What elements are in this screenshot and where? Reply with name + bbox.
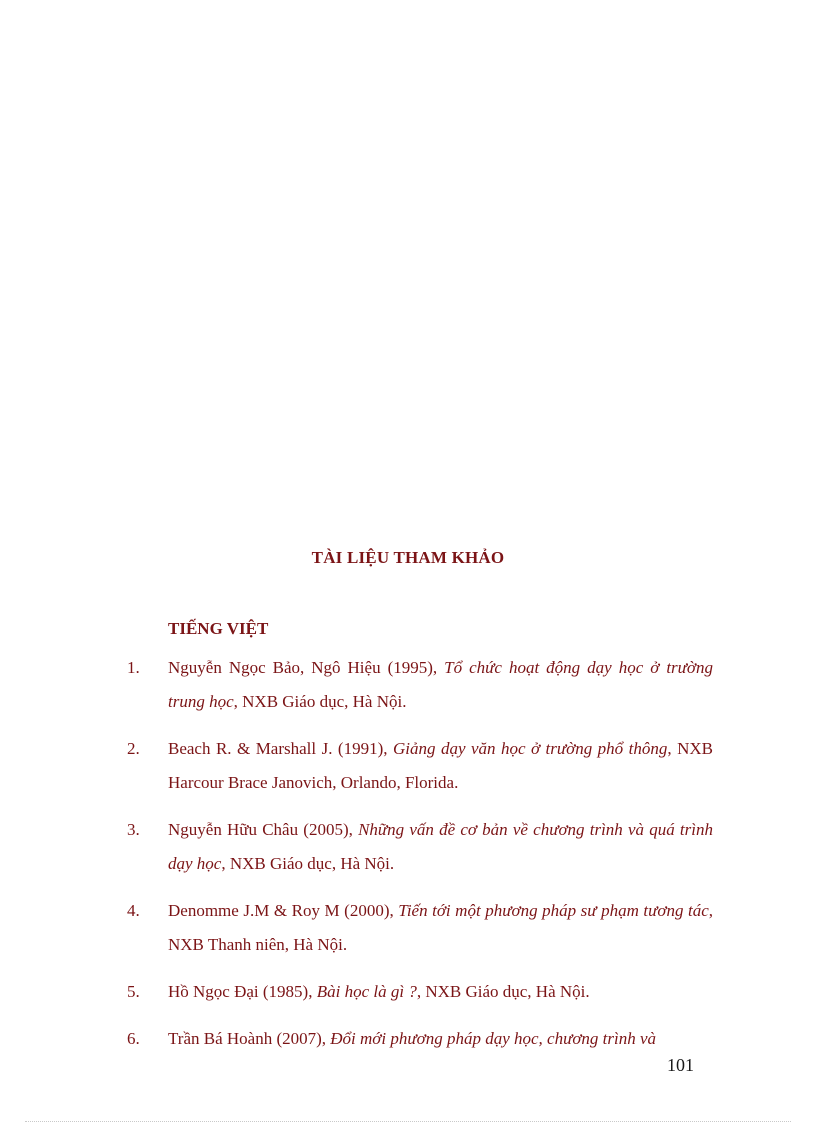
reference-text [168,975,713,1009]
reference-number: 6. [127,1029,140,1048]
reference-number: 2. [127,739,140,758]
reference-text [168,1022,713,1056]
reference-number: 3. [127,820,140,839]
reference-item [127,732,713,800]
reference-publisher: , NXB Giáo dục, Hà Nội. [233,692,407,711]
reference-publisher: , NXB Thanh niên, Hà Nội. [168,901,714,954]
reference-publisher: , NXB Giáo dục, Hà Nội. [416,982,590,1001]
reference-item [127,651,713,719]
reference-item [127,813,713,881]
reference-number: 4. [127,901,140,920]
reference-item [127,894,713,962]
reference-work: Tổ chức hoạt động dạy học ở trường trung học [168,658,714,711]
reference-text [168,651,713,719]
reference-author: Hồ Ngọc Đại (1985), [168,982,313,1001]
page-number: 101 [667,1055,694,1075]
reference-item [127,1022,713,1056]
reference-author: Denomme J.M & Roy M (2000), [168,901,394,920]
reference-author: Beach R. & Marshall J. (1991), [168,739,388,758]
reference-text [168,732,713,800]
reference-author: Nguyễn Hữu Châu (2005), [168,820,353,839]
reference-number: 5. [127,982,140,1001]
reference-author: Nguyễn Ngọc Bảo, Ngô Hiệu (1995), [168,658,438,677]
reference-text [168,894,713,962]
reference-work: Tiến tới một phương pháp sư phạm tương tác [398,901,709,920]
reference-work: Đổi mới phương pháp dạy học, chương trình và [330,1029,657,1048]
reference-author: Trần Bá Hoành (2007), [168,1029,327,1048]
reference-item [127,975,713,1009]
reference-text [168,813,713,881]
reference-number: 1. [127,658,140,677]
page-title: TÀI LIỆU THAM KHẢO [311,548,505,567]
reference-work: Giảng dạy văn học ở trường phổ thông [392,739,668,758]
reference-work: Những vấn đề cơ bản về chương trình và quá trình dạy học [168,820,713,873]
section-heading: TIẾNG VIỆT [168,619,269,638]
reference-publisher: , NXB Harcour Brace Janovich, Orlando, Florida. [168,739,713,792]
reference-work: Bài học là gì ? [316,982,417,1001]
reference-publisher: , NXB Giáo dục, Hà Nội. [221,854,395,873]
page-bottom-divider [25,1121,791,1122]
reference-list [127,651,713,1069]
